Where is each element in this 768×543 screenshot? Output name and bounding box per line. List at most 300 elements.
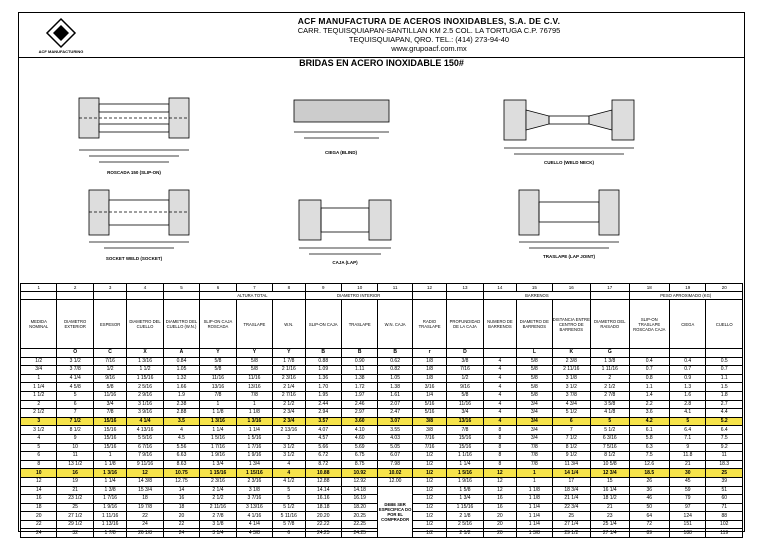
column-symbol: D [447, 349, 483, 358]
table-cell: 5.2 [706, 417, 743, 426]
group-header-blank [163, 292, 199, 300]
table-cell: 1.1 [629, 383, 670, 392]
table-cell: 1.6 [670, 391, 706, 400]
table-cell: 3 1/2 [273, 452, 305, 461]
table-cell: 27 1/4 [552, 520, 590, 529]
group-header-blank [21, 292, 57, 300]
table-cell: 32 [57, 529, 93, 538]
address-line-1: CARR. TEQUISQUIAPAN-SANTILLAN KM 2.5 COL. LA TORTUGA C.P. 76795 [297, 26, 561, 35]
table-cell: 8 [21, 460, 57, 469]
table-cell: 18 1/2 [591, 495, 629, 504]
table-cell: 0.4 [629, 357, 670, 366]
column-symbol: B [378, 349, 412, 358]
company-logo [31, 17, 91, 55]
column-number: 19 [670, 284, 706, 292]
table-cell: 11 3/4 [552, 460, 590, 469]
table-cell: 89 [629, 529, 670, 538]
table-cell: 7/8 [517, 452, 552, 461]
column-header: TRASLAPE [236, 300, 272, 349]
table-cell: 9 1/2 [552, 452, 590, 461]
table-cell: 9.2 [706, 443, 743, 452]
table-cell: 1 3/4 [200, 460, 236, 469]
table-cell: 64 [629, 512, 670, 521]
table-cell: 22.25 [341, 520, 377, 529]
group-header-row [21, 292, 743, 300]
group-header-peso: PESO APROXIMADO (KG) [629, 292, 743, 300]
table-cell: 20 [483, 512, 516, 521]
table-cell: 3/8 [447, 357, 483, 366]
table-cell: 29 1/2 [552, 529, 590, 538]
table-cell: 1/2 [412, 512, 446, 521]
table-cell: 5.8 [629, 434, 670, 443]
table-cell: 14.18 [341, 486, 377, 495]
table-cell: 5.66 [305, 443, 341, 452]
group-header-blank [93, 292, 126, 300]
table-cell: 2 7/8 [591, 391, 629, 400]
column-number-row [21, 284, 743, 292]
table-cell: 5.69 [341, 443, 377, 452]
table-cell: 3/4 [447, 409, 483, 418]
table-cell: 14 3/8 [127, 477, 163, 486]
table-cell: 1 1/4 [21, 383, 57, 392]
table-cell: 0.90 [341, 357, 377, 366]
table-cell: 9 [670, 443, 706, 452]
group-header-blank [127, 292, 163, 300]
table-cell: 3 1/2 [273, 443, 305, 452]
table-cell: 4 13/16 [127, 426, 163, 435]
table-cell: 1/2 [412, 520, 446, 529]
column-header: TRASLAPE [341, 300, 377, 349]
table-cell: 3 1/16 [127, 400, 163, 409]
table-cell: 11/16 [236, 374, 272, 383]
table-cell: 5 [670, 417, 706, 426]
table-cell: 1/2 [412, 503, 446, 512]
table-cell: 4 3/8 [236, 529, 272, 538]
table-cell: 14 1/4 [552, 469, 590, 478]
table-cell: 1 11/16 [591, 366, 629, 375]
table-cell: 1 [93, 452, 126, 461]
table-cell: 1 1/8 [236, 409, 272, 418]
table-cell: 5/8 [517, 374, 552, 383]
table-cell: 24 [21, 529, 57, 538]
table-cell: 46 [629, 495, 670, 504]
column-number: 8 [273, 284, 305, 292]
table-cell: 5/8 [200, 366, 236, 375]
table-cell: 7 1/2 [57, 417, 93, 426]
table-cell: 188 [670, 529, 706, 538]
table-cell: 7.98 [378, 460, 412, 469]
table-cell: 1 11/16 [93, 512, 126, 521]
catalog-sheet [18, 12, 745, 536]
table-cell: 2.38 [163, 400, 199, 409]
table-row [21, 486, 743, 495]
table-cell: 0.5 [706, 357, 743, 366]
table-cell: 1 3/8 [93, 486, 126, 495]
table-cell: 4 [483, 366, 516, 375]
table-cell: 3.6 [629, 409, 670, 418]
column-symbol: G [591, 349, 629, 358]
table-row [21, 460, 743, 469]
table-cell: 1 [21, 374, 57, 383]
table-cell: 1.05 [163, 366, 199, 375]
table-cell: 15/16 [447, 434, 483, 443]
table-cell: 2.46 [341, 400, 377, 409]
table-cell: 2 3/8 [552, 357, 590, 366]
table-row [21, 469, 743, 478]
table-cell: 13/16 [447, 417, 483, 426]
column-symbol [670, 349, 706, 358]
table-cell: 5/16 [412, 409, 446, 418]
table-cell: 4 [163, 426, 199, 435]
table-cell: 4 [483, 374, 516, 383]
table-cell: 2 5/16 [447, 520, 483, 529]
table-cell: 2.88 [163, 409, 199, 418]
column-header: W.N. CAJA [378, 300, 412, 349]
table-cell: 2 3/4 [273, 417, 305, 426]
table-cell: 1 3/16 [127, 357, 163, 366]
table-cell: 1 1/4 [93, 477, 126, 486]
table-cell: 10.92 [341, 469, 377, 478]
table-cell: 20.20 [305, 512, 341, 521]
table-cell: 2.8 [670, 400, 706, 409]
table-cell: 5/8 [236, 366, 272, 375]
table-cell: 12.00 [378, 477, 412, 486]
column-header: W.N. [273, 300, 305, 349]
table-cell: 5 5/16 [127, 434, 163, 443]
table-cell: 1 13/16 [93, 520, 126, 529]
table-cell: 1 15/16 [236, 469, 272, 478]
table-cell: 36 [629, 486, 670, 495]
table-cell: 2 3/16 [236, 477, 272, 486]
table-cell: 5/8 [93, 383, 126, 392]
caption-socket-weld: SOCKET WELD (SOCKET) [105, 256, 163, 261]
table-cell: 8.75 [341, 460, 377, 469]
table-cell: 1.09 [305, 366, 341, 375]
table-cell: 23 [591, 512, 629, 521]
table-cell: 18.3 [706, 460, 743, 469]
table-cell: 59 [670, 486, 706, 495]
table-cell: 3.60 [341, 417, 377, 426]
table-cell: 5 1/2 [273, 503, 305, 512]
table-cell: 25 [552, 512, 590, 521]
table-cell: 5/16 [412, 400, 446, 409]
table-cell: 3 [273, 434, 305, 443]
table-cell: 18 [163, 503, 199, 512]
table-cell: 5 [273, 495, 305, 504]
table-cell: 21 1/4 [552, 495, 590, 504]
table-cell: 8 1/2 [591, 452, 629, 461]
table-cell: 12 3/4 [591, 469, 629, 478]
column-symbol: Y [273, 349, 305, 358]
table-cell: 1.38 [378, 383, 412, 392]
table-cell: 12 [483, 469, 516, 478]
table-cell: 4 5/8 [57, 383, 93, 392]
table-cell: 27 1/4 [591, 529, 629, 538]
table-cell: 6 3/16 [591, 434, 629, 443]
table-cell: 3 1/8 [552, 374, 590, 383]
column-number: 17 [591, 284, 629, 292]
table-cell: 3/8 [412, 417, 446, 426]
column-symbol: B [305, 349, 341, 358]
column-header: CUELLO [706, 300, 743, 349]
table-cell: 4 [483, 391, 516, 400]
table-row [21, 417, 743, 426]
table-cell: 11.8 [670, 452, 706, 461]
table-cell: 2.2 [629, 400, 670, 409]
table-cell: 4 1/8 [591, 409, 629, 418]
table-cell: 1 7/8 [93, 529, 126, 538]
table-cell: 3 7/8 [57, 366, 93, 375]
table-cell: 1 1/8 [517, 486, 552, 495]
table-cell: 124 [670, 512, 706, 521]
table-cell: 15/16 [93, 443, 126, 452]
column-symbol: X [127, 349, 163, 358]
table-cell: 6.3 [629, 443, 670, 452]
table-cell: 2.44 [305, 400, 341, 409]
website: www.grupoacf.com.mx [391, 44, 467, 53]
table-cell: 8 1/2 [57, 426, 93, 435]
table-cell: 1 3/16 [93, 469, 126, 478]
table-cell: 7 5/16 [591, 443, 629, 452]
table-cell: 21 [591, 503, 629, 512]
table-cell: 9/16 [93, 374, 126, 383]
table-cell: 2 11/16 [200, 503, 236, 512]
table-cell: 5/8 [517, 357, 552, 366]
table-row [21, 357, 743, 366]
table-cell: 6 [273, 529, 305, 538]
group-header-blank [57, 292, 93, 300]
symbol-row [21, 349, 743, 358]
table-cell: 1.32 [163, 374, 199, 383]
column-header: DIAMETRO DEL CUELLO (W.N.) [163, 300, 199, 349]
table-cell: 0.7 [629, 366, 670, 375]
table-cell: 4 1/4 [57, 374, 93, 383]
table-cell: 19 7/8 [127, 503, 163, 512]
table-cell: 1 3/8 [591, 357, 629, 366]
table-cell: 22 3/4 [552, 503, 590, 512]
table-cell: 5/8 [517, 391, 552, 400]
table-cell: 15/16 [93, 434, 126, 443]
column-symbol [629, 349, 670, 358]
column-number: 11 [378, 284, 412, 292]
table-cell: 1.72 [341, 383, 377, 392]
table-cell: 4 1/4 [127, 417, 163, 426]
column-header: ESPESOR [93, 300, 126, 349]
address-line-2: TEQUISQUIAPAN, QRO. TEL.: (414) 273-94-40 [348, 35, 510, 44]
column-number: 2 [57, 284, 93, 292]
blind-flange-drawing [294, 100, 389, 138]
table-cell: 1.5 [706, 383, 743, 392]
table-cell: 11 [57, 452, 93, 461]
table-row [21, 374, 743, 383]
table-cell: 6 [21, 452, 57, 461]
table-cell: 5 [273, 486, 305, 495]
table-cell: 15/16 [93, 426, 126, 435]
table-cell: 1.05 [378, 374, 412, 383]
table-cell: 16 1/4 [591, 486, 629, 495]
table-cell: 2 1/2 [591, 383, 629, 392]
table-cell: 6.4 [706, 426, 743, 435]
column-header: MEDIDA NOMINAL [21, 300, 57, 349]
table-cell: 1 7/16 [236, 443, 272, 452]
table-cell: 12 [483, 477, 516, 486]
table-cell: 72 [629, 520, 670, 529]
column-number: 20 [706, 284, 743, 292]
table-row [21, 452, 743, 461]
column-symbol: C [93, 349, 126, 358]
table-cell: 13 1/2 [57, 460, 93, 469]
table-cell: 1.36 [305, 374, 341, 383]
table-cell: 1.66 [163, 383, 199, 392]
table-cell: 2 3/16 [273, 374, 305, 383]
table-cell: 2 1/4 [273, 383, 305, 392]
table-row [21, 391, 743, 400]
table-cell: 4.5 [163, 434, 199, 443]
weld-neck-flange-drawing [504, 100, 634, 154]
table-cell: 2 9/16 [127, 391, 163, 400]
table-cell: 1 1/4 [447, 460, 483, 469]
table-cell: 7/16 [412, 443, 446, 452]
table-cell: 22 [127, 512, 163, 521]
table-cell: 5.05 [378, 443, 412, 452]
table-cell: 1.97 [341, 391, 377, 400]
table-cell: 7/8 [93, 409, 126, 418]
table-cell: 21 [57, 486, 93, 495]
table-cell: 2.7 [706, 400, 743, 409]
table-cell: 1/2 [412, 486, 446, 495]
table-cell: 12.6 [629, 460, 670, 469]
table-cell: 3.57 [305, 417, 341, 426]
table-cell: 2 13/16 [273, 426, 305, 435]
column-symbol [706, 349, 743, 358]
table-cell: 1 1/16 [447, 452, 483, 461]
table-cell: 1.95 [305, 391, 341, 400]
table-cell: 2 1/2 [21, 409, 57, 418]
table-row [21, 426, 743, 435]
table-cell: 25 1/4 [591, 520, 629, 529]
table-cell: 20 [483, 529, 516, 538]
table-cell: 6 [57, 400, 93, 409]
table-cell: 4 [21, 434, 57, 443]
table-cell: 2 1/2 [447, 529, 483, 538]
table-cell: 5/8 [517, 383, 552, 392]
table-cell: 9/16 [447, 383, 483, 392]
table-cell: 20 [21, 512, 57, 521]
table-cell: 1/8 [412, 374, 446, 383]
table-cell: 1 1/4 [517, 503, 552, 512]
table-cell: 15 [591, 477, 629, 486]
column-number: 7 [236, 284, 272, 292]
table-cell: 1 1/4 [200, 426, 236, 435]
table-cell: 2.07 [378, 400, 412, 409]
table-cell: 4 3/4 [552, 400, 590, 409]
table-cell: 6 7/16 [127, 443, 163, 452]
table-cell: 4 1/4 [236, 520, 272, 529]
table-cell: 3/4 [517, 409, 552, 418]
table-cell: 5/8 [200, 357, 236, 366]
table-cell: 1 3/4 [236, 460, 272, 469]
table-cell: 1.4 [629, 391, 670, 400]
table-cell: 3/4 [517, 434, 552, 443]
table-cell: 7 [552, 426, 590, 435]
table-cell: 22.22 [305, 520, 341, 529]
table-cell: 26 1/8 [127, 529, 163, 538]
table-cell: 7/8 [200, 391, 236, 400]
table-cell: 16 [483, 503, 516, 512]
table-cell: 0.9 [670, 374, 706, 383]
column-header: DISTANCIA ENTRE CENTRO DE BARRENOS [552, 300, 590, 349]
table-cell: 3/16 [412, 383, 446, 392]
table-cell: 20.25 [341, 512, 377, 521]
table-cell: 4.10 [341, 426, 377, 435]
table-cell: 2 11/16 [552, 366, 590, 375]
table-cell: 21 [670, 460, 706, 469]
table-row [21, 477, 743, 486]
table-cell: 16 [57, 469, 93, 478]
column-symbol: A [163, 349, 199, 358]
table-cell: 24 [127, 520, 163, 529]
table-cell: 2 1/8 [447, 512, 483, 521]
diagram-canvas [19, 70, 744, 280]
column-symbol: Y [236, 349, 272, 358]
table-cell: 1/2 [412, 529, 446, 538]
table-cell: 2 1/2 [273, 400, 305, 409]
table-cell: 2 3/4 [273, 409, 305, 418]
table-cell: 6.75 [341, 452, 377, 461]
caption-weld-neck: CUELLO (WELD NECK) [544, 160, 594, 165]
table-cell: 0.4 [670, 357, 706, 366]
table-cell: 18 [127, 495, 163, 504]
table-cell: 1 9/16 [93, 503, 126, 512]
table-cell: 5 7/8 [273, 520, 305, 529]
table-cell: 1/2 [412, 460, 446, 469]
group-header-altura: ALTURA TOTAL [200, 292, 305, 300]
table-cell: 3 1/2 [21, 426, 57, 435]
table-cell: 1 9/16 [200, 452, 236, 461]
caption-slip-on: ROSCADA 150 (SLIP-ON) [107, 170, 161, 175]
table-cell: 7/8 [517, 443, 552, 452]
table-cell: 1.38 [341, 374, 377, 383]
table-cell: 1.3 [670, 383, 706, 392]
table-cell: 79 [670, 495, 706, 504]
table-cell: 1/2 [447, 374, 483, 383]
table-cell: 1 1/8 [93, 460, 126, 469]
table-cell: 4.60 [341, 434, 377, 443]
table-cell: 7.1 [670, 434, 706, 443]
table-cell: 12 [483, 486, 516, 495]
column-number: 13 [447, 284, 483, 292]
table-cell: 0.82 [378, 366, 412, 375]
table-cell: 5 11/16 [273, 512, 305, 521]
table-cell: 18.5 [629, 469, 670, 478]
table-cell: 5/8 [236, 357, 272, 366]
table-cell: 3.07 [378, 417, 412, 426]
table-cell: 50 [629, 503, 670, 512]
table-cell: 7 1/2 [552, 434, 590, 443]
table-cell: 45 [670, 477, 706, 486]
table-cell: 7/8 [517, 460, 552, 469]
table-cell: 16.16 [305, 495, 341, 504]
table-cell: 1/2 [21, 357, 57, 366]
table-cell: 1/2 [412, 477, 446, 486]
table-cell: 1 5/16 [236, 434, 272, 443]
table-cell: 2.94 [305, 409, 341, 418]
group-header-diametro: DIAMETRO INTERIOR [305, 292, 412, 300]
table-cell: 7 [57, 409, 93, 418]
table-cell: 16 [163, 495, 199, 504]
table-cell: 2 7/8 [200, 512, 236, 521]
table-cell: 1 3/4 [447, 495, 483, 504]
